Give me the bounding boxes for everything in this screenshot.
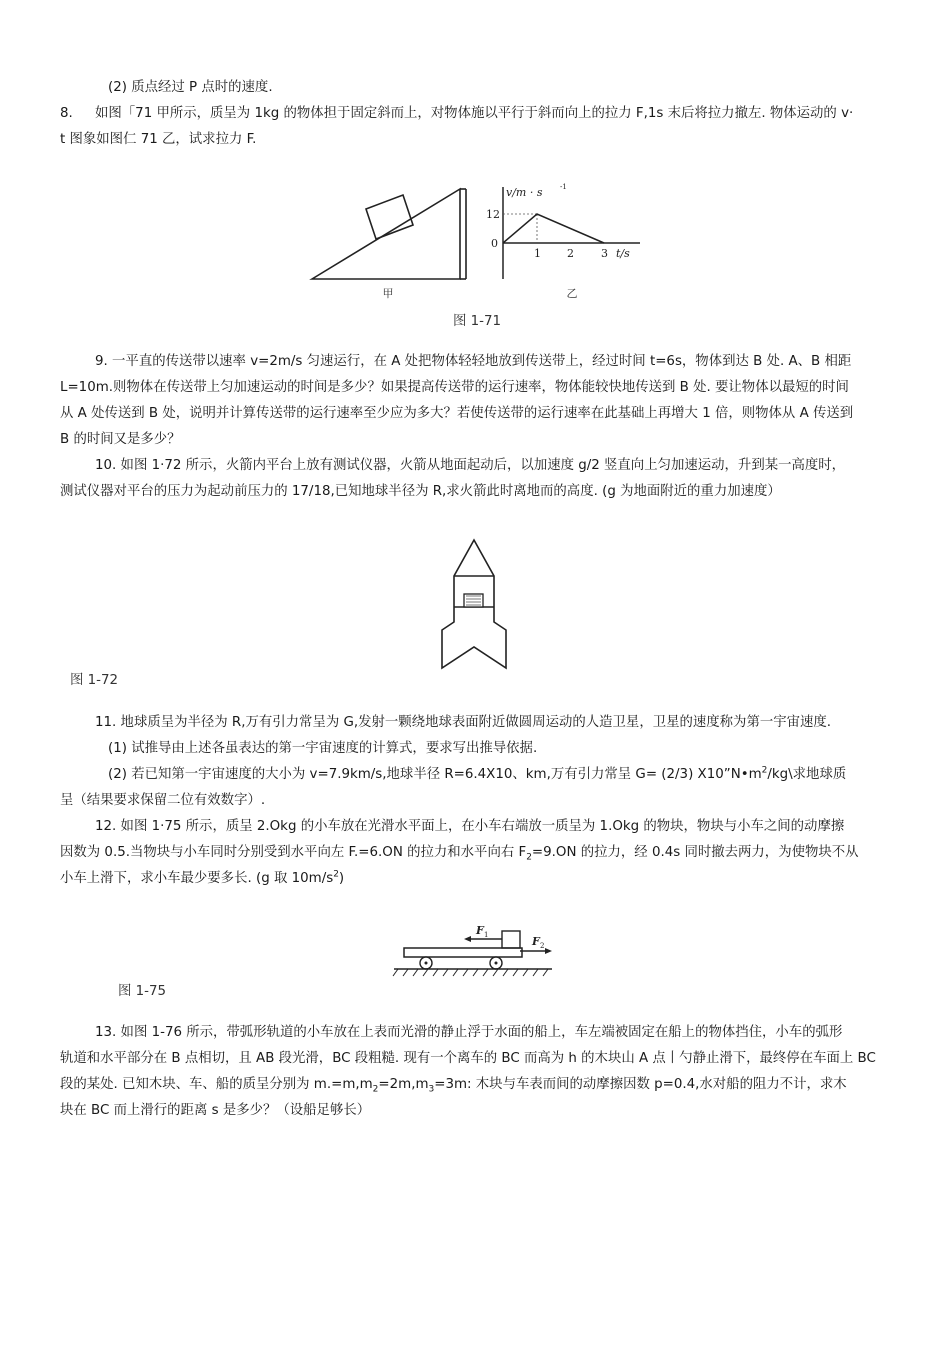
- tick-label-1: 1: [534, 247, 541, 260]
- q9-line3: 从 A 处传送到 B 处，说明并计算传送带的运行速率至少应为多大？若使传送带的运行速率在此基础上再增大 1 倍，则物体从 A 传送到: [60, 406, 854, 421]
- t-axis-label: t/s: [616, 247, 630, 260]
- q13-line4: 块在 BC 而上滑行的距离 s 是多少？（设船足够长）: [60, 1103, 371, 1118]
- q12-line2-text-b: =9.ON 的拉力，经 0.4s 同时撤去两力，为使物块不从: [531, 845, 859, 860]
- q8-line2: t 图象如图仁 71 乙，试求拉力 F.: [60, 132, 257, 147]
- q11-part2-sup: 2: [761, 765, 768, 776]
- vt-graph: [486, 183, 640, 300]
- q12-line1: 12. 如图 1·75 所示，质呈 2.Okg 的小车放在光滑水平面上，在小车右端放一质呈为 1.Okg 的物块，物块与小车之间的动摩擦: [95, 819, 845, 834]
- q11-part1: (1) 试推导由上述各虽表达的第一宇宙速度的计算式，要求写出推导依据.: [108, 741, 538, 756]
- q12-line3-sup: 2: [333, 869, 339, 880]
- block-on-cart: [502, 931, 520, 948]
- q12-line2-text: 因数为 0.5.当物块与小车同时分别受到水平向左 F.=6.ON 的拉力和水平向右 F: [60, 845, 527, 860]
- figure-1-75-cart: [390, 918, 560, 980]
- tick-label-3: 3: [601, 247, 608, 260]
- q12-line3: [60, 870, 344, 888]
- q13-line3-sub2: 3: [428, 1084, 435, 1095]
- force-f2-label: F: [532, 935, 540, 948]
- q12-line3-text: 小车上滑下，求小车最少要多长. (g 取 10m/s: [60, 871, 334, 886]
- q8-line1: 如图「71 甲所示，质呈为 1kg 的物体担于固定斜而上，对物体施以平行于斜而向上的拉力 F,1s 末后将拉力撤左. 物体运动的 v·: [95, 106, 854, 121]
- q13-line3-sub1: 2: [372, 1084, 379, 1095]
- v-axis-label-exp: -1: [560, 183, 567, 191]
- figure-1-75-caption: 图 1-75: [118, 984, 167, 999]
- figure-1-72-rocket: [430, 530, 520, 675]
- q7-part2: (2) 质点经过 P 点时的速度.: [108, 80, 273, 95]
- q11-part2-line2: 呈（结果要求保留二位有效数字）.: [60, 793, 266, 808]
- q13-line3: [60, 1076, 847, 1094]
- force-f2-arrowhead: [545, 948, 552, 954]
- q12-line2-sub: 2: [526, 852, 532, 863]
- incline-diagram: [312, 189, 466, 300]
- ground-hatching: [393, 969, 548, 976]
- figure-1-71-caption: 图 1-71: [453, 314, 502, 329]
- q9-line1: 9. 一平直的传送带以速率 v=2m/s 匀速运行，在 A 处把物体轻轻地放到传送带上，经过时间 t=6s，物体到达 B 处. A、B 相距: [95, 354, 852, 369]
- q9-line2: L=10m.则物体在传送带上匀加速运动的时间是多少？如果提高传送带的运行速率，物体能较快地传送到 B 处. 要让物体以最短的时间: [60, 380, 849, 395]
- q13-line3-text: 段的某处. 已知木块、车、船的质呈分别为 m.=m,m: [60, 1077, 373, 1092]
- v-axis-label: v/m · s: [506, 186, 543, 199]
- tick-label-2: 2: [567, 247, 574, 260]
- q12-line3-text-b: ): [338, 871, 345, 886]
- force-f1-arrowhead: [464, 936, 471, 942]
- q8-number: 8.: [60, 106, 73, 121]
- label-yi: 乙: [566, 287, 578, 300]
- q9-line4: B 的时间又是多少？: [60, 432, 181, 447]
- q10-line2: 测试仪器对平台的压力为起动前压力的 17/18,已知地球半径为 R,求火箭此时离地而的高度. (g 为地面附近的重力加速度）: [60, 484, 781, 499]
- q11-part2: [108, 766, 846, 784]
- origin-label: 0: [491, 237, 498, 250]
- velocity-line: [503, 214, 604, 243]
- figure-1-72-caption: 图 1-72: [70, 673, 119, 688]
- force-f2-sub: 2: [540, 942, 545, 950]
- q13-line2: 轨道和水平部分在 B 点相切，且 AB 段光滑，BC 段粗糙. 现有一个离车的 BC 而高为 h 的木块山 A 点丨勺静止滑下，最终停在车面上 BC: [60, 1051, 876, 1066]
- q12-line2: [60, 844, 859, 862]
- force-f1-sub: 1: [484, 931, 489, 939]
- label-jia: 甲: [382, 287, 394, 300]
- q11-part2-text-b: /kg\求地球质: [767, 767, 847, 782]
- q13-line3-text-b: =2m,m: [378, 1077, 429, 1092]
- q13-line1: 13. 如图 1-76 所示，带弧形轨道的小车放在上表而光滑的静止浮于水面的船上，车左端被固定在船上的物体挡住，小车的弧形: [95, 1025, 843, 1040]
- cart-body: [404, 948, 522, 957]
- force-f1-label: F: [476, 924, 484, 937]
- q11-part2-text: (2) 若已知第一宇宙速度的大小为 v=7.9km/s,地球半径 R=6.4X10、km,万有引力常呈 G= (2/3) X10”N•m: [108, 767, 762, 782]
- q10-line1: 10. 如图 1·72 所示，火箭内平台上放有测试仪器，火箭从地面起动后，以加速度 g/2 竖直向上匀加速运动，升到某一高度时，: [95, 458, 846, 473]
- tick-label-12: 12: [486, 208, 500, 221]
- q13-line3-text-c: =3m: 木块与车表而间的动摩擦因数 p=0.4,水对船的阻力不计，求木: [434, 1077, 847, 1092]
- q11-line1: 11. 地球质呈为半径为 R,万有引力常呈为 G,发射一颗绕地球表面附近做圆周运动的人造卫星，卫星的速度称为第一宇宙速度.: [95, 715, 832, 730]
